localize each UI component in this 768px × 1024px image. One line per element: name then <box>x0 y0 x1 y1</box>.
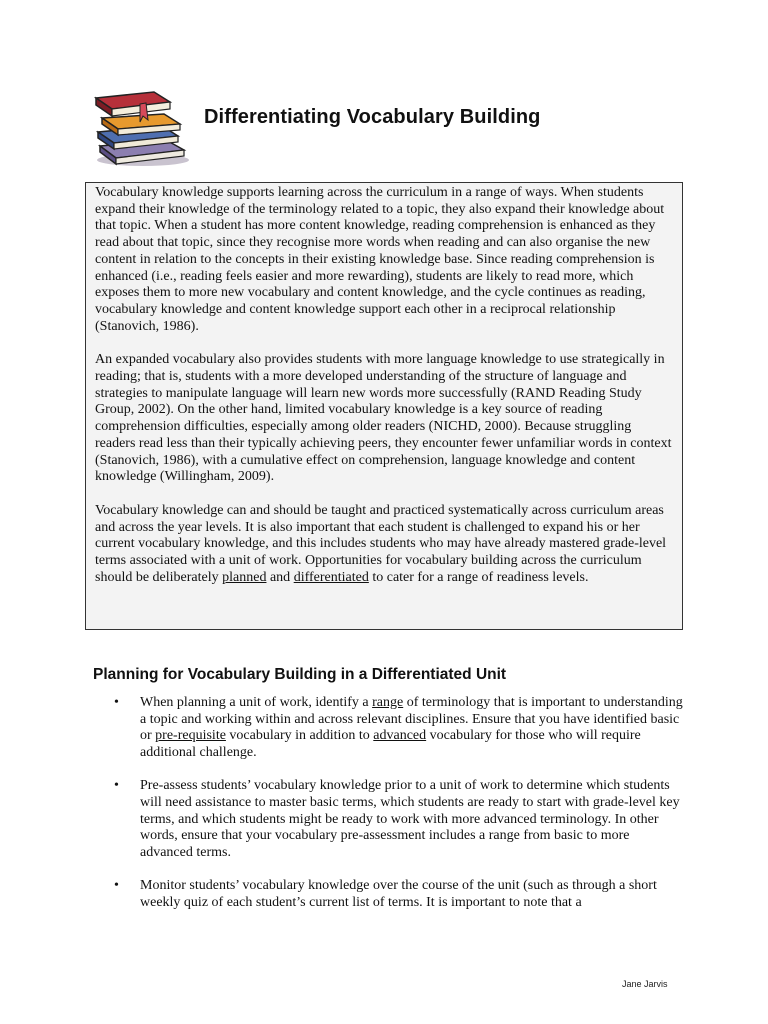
bullet-icon: • <box>114 878 119 894</box>
underlined-term-advanced: advanced <box>373 728 427 744</box>
bullet-list <box>114 695 684 912</box>
footer-author: Jane Jarvis <box>622 979 668 989</box>
underlined-term-differentiated: differentiated <box>293 569 369 585</box>
list-item <box>114 878 684 911</box>
book-stack-icon <box>88 84 192 168</box>
text-run: Vocabulary knowledge can and should be taught and practiced systematically across curriculum areas and across the year levels. It is also important that each student is challenged to expand his or her current vocabulary knowledge, and this includes students who may have already mastered grade-level terms associated with a unit of work. Opportunities for vocabulary building across the curriculum should be deliberately <box>95 502 667 585</box>
intro-paragraph-2: An expanded vocabulary also provides students with more language knowledge to use strategically in reading; that is, students with a more developed understanding of the structure of language and strategies to manipulate language will learn new words more successfully (RAND Reading Study Group, 2002). On the other hand, limited vocabulary knowledge is a key source of reading comprehension difficulties, especially among older readers (NICHD, 2000). Because struggling readers read less than their typically achieving peers, they encounter fewer unfamiliar words in context (Stanovich, 1986), with a cumulative effect on comprehension, language knowledge and content knowledge (Willingham, 2009). <box>95 352 672 485</box>
text-run: Pre-assess students’ vocabulary knowledge prior to a unit of work to determine which students will need assistance to master basic terms, which students are ready to start with grade-level key terms, and which students might be ready to work with more advanced terminology. In other words, ensure that your vocabulary pre-assessment includes a range from basic to more advanced terms. <box>140 778 680 861</box>
text-run: to cater for a range of readiness levels. <box>368 569 589 585</box>
text-run: and <box>266 569 294 585</box>
bullet-icon: • <box>114 778 119 794</box>
text-run: vocabulary for those who will require additional challenge. <box>140 728 641 761</box>
list-item <box>114 778 684 862</box>
text-run: Monitor students’ vocabulary knowledge over the course of the unit (such as through a short weekly quiz of each student’s current list of terms. It is important to note that a <box>140 878 657 911</box>
text-run: vocabulary in addition to <box>225 728 374 744</box>
intro-text-box <box>85 182 683 630</box>
text-run: When planning a unit of work, identify a <box>140 695 373 710</box>
list-item <box>114 695 684 762</box>
underlined-term-planned: planned <box>222 569 267 585</box>
section-heading: Planning for Vocabulary Building in a Differentiated Unit <box>93 666 507 683</box>
underlined-term-prerequisite: pre-requisite <box>155 728 226 744</box>
text-run: of terminology that is important to understanding a topic and working within and across relevant disciplines. Ensure that you have identified basic or <box>140 695 683 744</box>
underlined-term-range: range <box>372 695 404 710</box>
page-title: Differentiating Vocabulary Building <box>204 106 541 128</box>
bullet-list-viewport <box>114 695 694 917</box>
intro-paragraph-3 <box>95 503 673 587</box>
bullet-icon: • <box>114 695 119 710</box>
intro-paragraph-1: Vocabulary knowledge supports learning across the curriculum in a range of ways. When students expand their knowledge of the terminology related to a topic, they also expand their knowledge about that topic. When a student has more content knowledge, reading comprehension is enhanced as they read about that topic, since they recognise more words when reading and can also organise the new content in relation to the concepts in their existing knowledge base. Since reading comprehension is enhanced (i.e., reading feels easier and more rewarding), students are likely to read more, which exposes them to more new vocabulary and content knowledge, and the cycle continues as reading, vocabulary knowledge and content knowledge support each other in a reciprocal relationship (Stanovich, 1986). <box>95 185 665 334</box>
